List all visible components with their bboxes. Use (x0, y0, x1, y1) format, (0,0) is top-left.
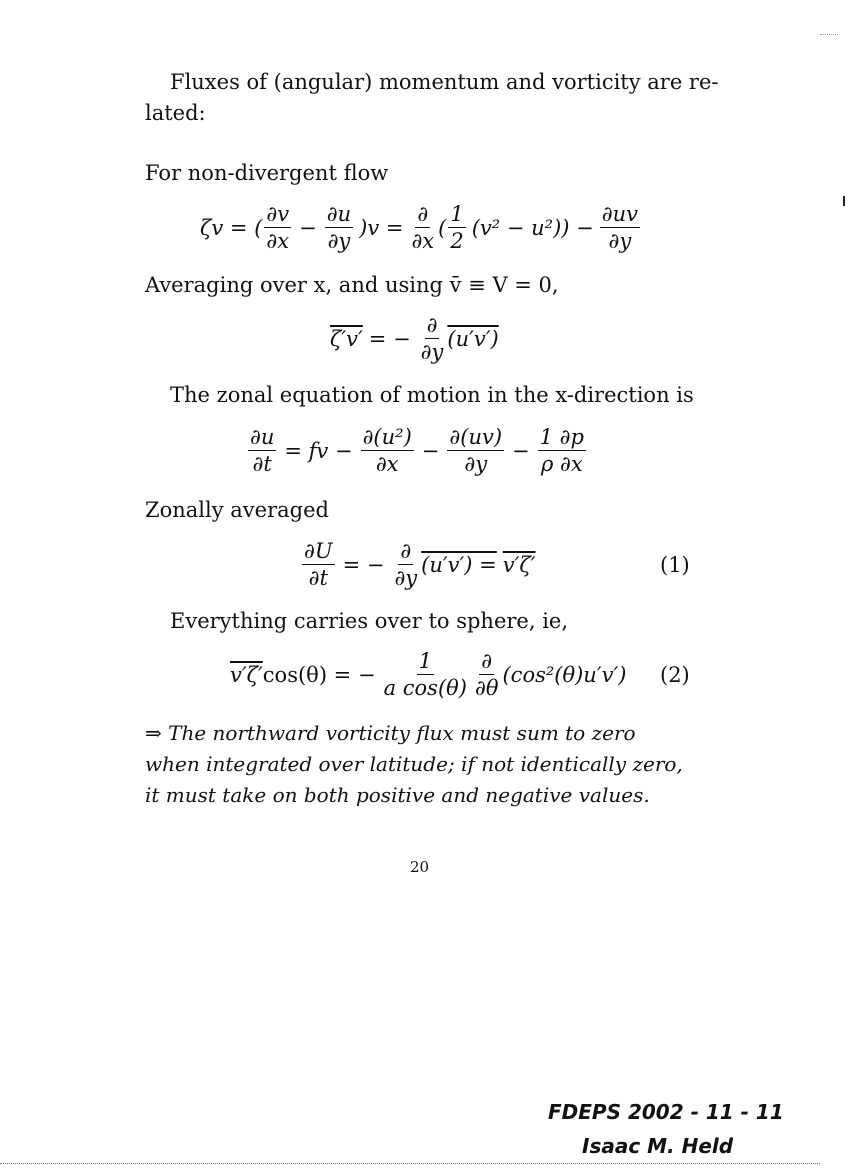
eq-v-lhs: ζv = ( (200, 215, 263, 240)
eq-v-frac-d-dx: $\frac{\partial}{\partial x}$ (411, 202, 435, 253)
eq-m-frac-duv-dy: $\frac{\partial(uv)}{\partial y}$ (449, 425, 503, 476)
handwritten-date: FDEPS 2002 - 11 - 11 (548, 1100, 784, 1124)
eq-avg-lhs: ζ′v′ (330, 326, 363, 351)
eq-avg-frac: $\frac{\partial}{\partial y}$ (420, 313, 444, 364)
equation-2-number: (2) (660, 663, 690, 687)
intro-line-1: Fluxes of (angular) momentum and vorticity are re- (170, 70, 719, 94)
zonal-text: The zonal equation of motion in the x-direction is (170, 383, 694, 407)
eq-v-frac-half: $\frac{1}{2}$ (450, 202, 464, 253)
equation-1: $\frac{\partial U}{\partial t}$ = − $\frac{\partial}{\partial y}$ (u′v′) = v′ζ′ (304, 539, 536, 590)
equation-vorticity-flux: ζv = ( $\frac{\partial v}{\partial x}$ − $\frac{\partial u}{\partial y}$ )v = $\frac{\partial}{\partial x}$ ( $\frac{1}{2}$ (v² − u²)) − $\frac{\partial uv}{\partial y}$ (200, 202, 639, 253)
eq1-frac-dU-dt: $\frac{\partial U}{\partial t}$ (304, 539, 333, 590)
scan-edge-mark (843, 196, 845, 206)
eq-v-frac-dv-dx: $\frac{\partial v}{\partial x}$ (266, 202, 290, 253)
averaging-text: Averaging over x, and using v̄ ≡ V = 0, (145, 273, 559, 297)
eq-avg-rhs: (u′v′) (447, 326, 499, 351)
sphere-text: Everything carries over to sphere, ie, (170, 609, 569, 633)
eq1-frac-d-dy: $\frac{\partial}{\partial y}$ (394, 539, 418, 590)
eq2-frac-1-acos: $\frac{1}{\text{a cos(θ)}}$ (383, 649, 467, 700)
eq-m-frac-du-dt: $\frac{\partial u}{\partial t}$ (250, 425, 275, 476)
equation-1-number: (1) (660, 553, 690, 577)
eq2-lhs-bar: v′ζ′ (230, 662, 263, 687)
equation-motion: $\frac{\partial u}{\partial t}$ = fv − $\frac{\text{∂(u²)}}{\partial x}$ − $\frac{\partial(uv)}{\partial y}$ − $\frac{1 \partial p}{\rho \partial x}$ (250, 425, 584, 476)
eq2-frac-d-dtheta: $\frac{\partial}{\partial\theta}$ (474, 649, 499, 700)
intro-line-2: lated: (145, 101, 206, 125)
scan-bottom-line (0, 1163, 820, 1164)
eq-m-frac-dp-dx: $\frac{1 \partial p}{\rho \partial x}$ (539, 425, 584, 476)
eq2-rhs: (cos²(θ)u′v′) (502, 662, 627, 687)
eq1-mid: (u′v′) = (421, 552, 497, 577)
eq1-rhs: v′ζ′ (502, 552, 536, 577)
zonally-averaged-label: Zonally averaged (145, 498, 329, 522)
eq-v-frac-duv-dy: $\frac{\partial uv}{\partial y}$ (601, 202, 639, 253)
conclusion-line-1: ⇒ The northward vorticity flux must sum to zero (145, 721, 636, 745)
handwritten-author: Isaac M. Held (582, 1134, 734, 1158)
eq-v-frac-du-dy: $\frac{\partial u}{\partial y}$ (326, 202, 352, 253)
eq2-lhs-rest: cos(θ) = − (262, 662, 376, 687)
page-number: 20 (410, 858, 430, 876)
scan-corner-mark (820, 34, 838, 35)
conclusion-line-3: it must take on both positive and negative values. (145, 783, 650, 807)
conclusion-line-2: when integrated over latitude; if not identically zero, (145, 752, 683, 776)
equation-2 (230, 648, 626, 701)
nondivergent-label: For non-divergent flow (145, 161, 389, 185)
equation-averaged: ζ′v′ = − $\frac{\partial}{\partial y}$ (u′v′) (330, 313, 499, 364)
eq-m-frac-du2-dx: $\frac{\text{∂(u²)}}{\partial x}$ (362, 425, 412, 476)
